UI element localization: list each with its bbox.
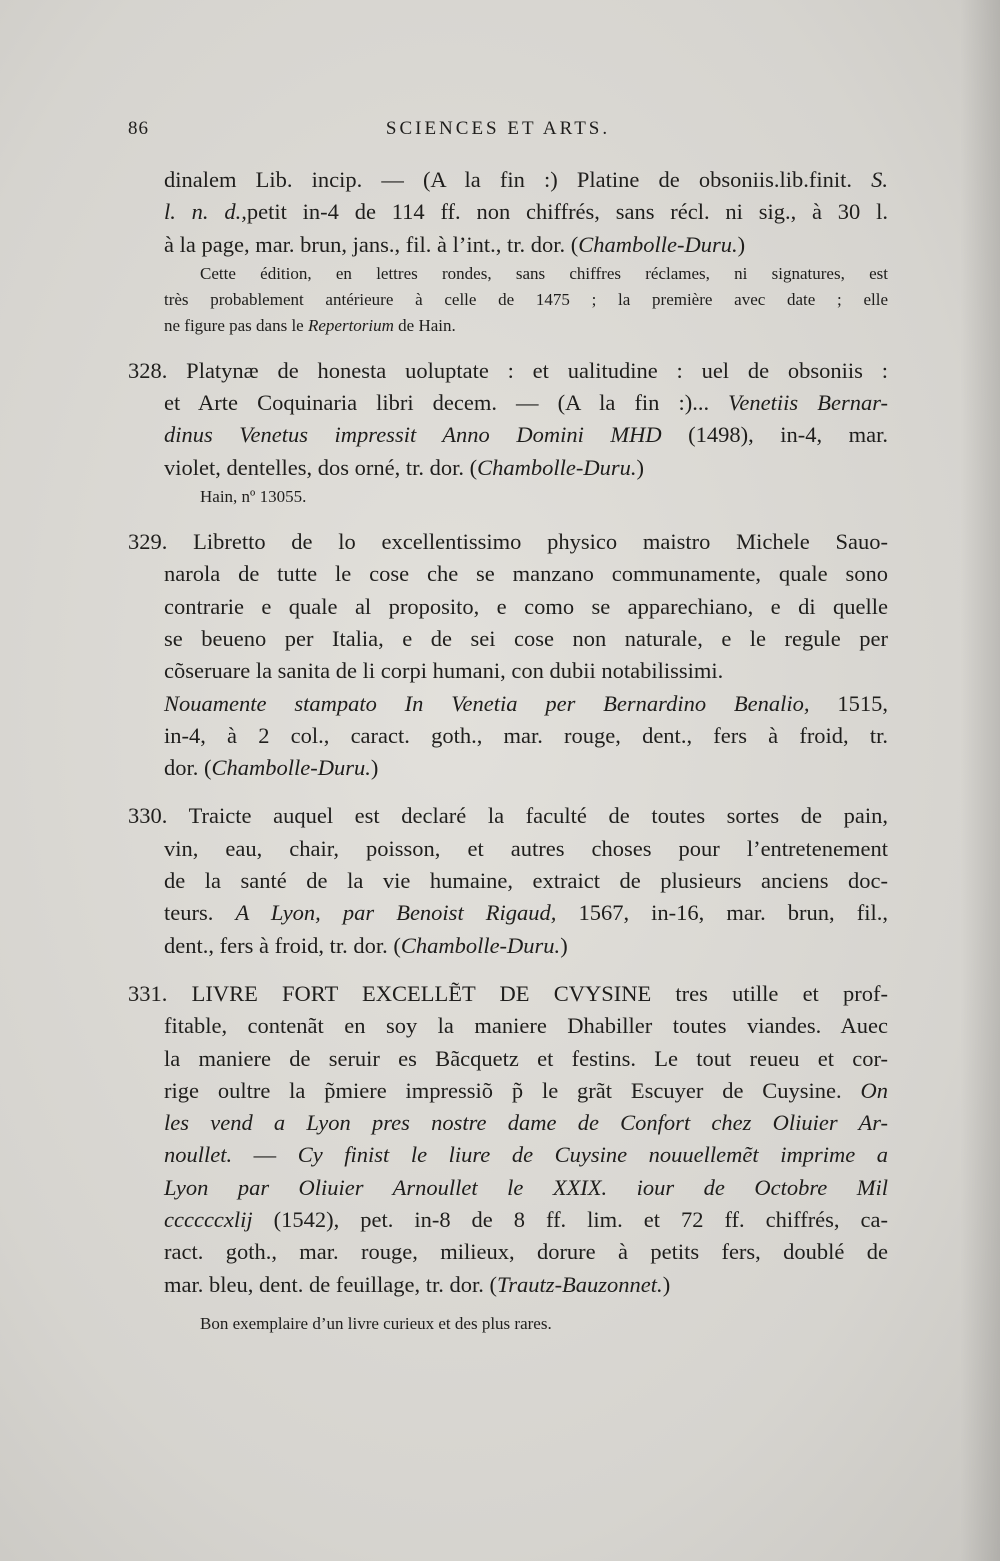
note-line: Hain, nº 13055. (200, 487, 307, 507)
text-line: teurs. A Lyon, par Benoist Rigaud, 1567, in-16, mar. brun, fil., (164, 900, 888, 926)
text-line: la maniere de seruir es Bãcquetz et festins. Le tout reueu et cor- (164, 1045, 888, 1071)
text-line: de la santé de la vie humaine, extraict de plusieurs anciens doc- (164, 868, 888, 894)
page-number: 86 (128, 118, 149, 139)
text-line: ract. goth., mar. rouge, milieux, dorure à petits fers, doublé de (164, 1239, 888, 1265)
page-header (128, 118, 868, 146)
text-line: violet, dentelles, dos orné, tr. dor. (Chambolle-Duru.) (164, 454, 644, 480)
note-line: Cette édition, en lettres rondes, sans chiffres réclames, ni signatures, est (200, 263, 888, 283)
text-line: dent., fers à froid, tr. dor. (Chambolle-Duru.) (164, 932, 568, 958)
note-line: très probablement antérieure à celle de 1475 ; la première avec date ; elle (164, 289, 888, 309)
text-line: et Arte Coquinaria libri decem. — (A la fin :)... Venetiis Bernar- (164, 390, 888, 416)
text-line: Nouamente stampato In Venetia per Bernardino Benalio, 1515, (164, 690, 888, 716)
text-line: cõseruare la sanita de li corpi humani, con dubii notabilissimi. (164, 658, 724, 684)
text-line: dor. (Chambolle-Duru.) (164, 755, 379, 781)
text-line: 328. Platynæ de honesta uoluptate : et ualitudine : uel de obsoniis : (128, 357, 888, 383)
text-line: Lyon par Oliuier Arnoullet le XXIX. iour de Octobre Mil (164, 1174, 888, 1200)
text-line: noullet. — Cy finist le liure de Cuysine nouuellemẽt imprime a (164, 1142, 888, 1168)
entry-327-continuation (128, 164, 888, 339)
page-body (128, 164, 888, 1337)
text-line: 331. LIVRE FORT EXCELLẼT DE CVYSINE tres utille et prof- (128, 980, 888, 1006)
entry-331 (128, 978, 888, 1337)
text-line: dinus Venetus impressit Anno Domini MHD (1498), in-4, mar. (164, 422, 888, 448)
text-line: in-4, à 2 col., caract. goth., mar. rouge, dent., fers à froid, tr. (164, 722, 888, 748)
text-line: rige oultre la p̃miere impressiõ p̃ le grãt Escuyer de Cuysine. On (164, 1077, 888, 1103)
note-line: ne figure pas dans le Repertorium de Hain. (164, 315, 456, 335)
text-line: 330. Traicte auquel est declaré la faculté de toutes sortes de pain, (128, 803, 888, 829)
text-line: narola de tutte le cose che se manzano communamente, quale sono (164, 561, 888, 587)
text-line: l. n. d.,petit in-4 de 114 ff. non chiffrés, sans récl. ni sig., à 30 l. (164, 199, 888, 225)
entry-328 (128, 355, 888, 510)
text-line: vin, eau, chair, poisson, et autres choses pour l’entretenement (164, 835, 888, 861)
text-line: dinalem Lib. incip. — (A la fin :) Platine de obsoniis.lib.finit. S. (164, 167, 888, 192)
text-line: à la page, mar. brun, jans., fil. à l’int., tr. dor. (Chambolle-Duru.) (164, 231, 746, 257)
text-line: ccccccxlij (1542), pet. in-8 de 8 ff. lim. et 72 ff. chiffrés, ca- (164, 1207, 888, 1233)
text-line: mar. bleu, dent. de feuillage, tr. dor. (Trautz-Bauzonnet.) (164, 1271, 671, 1297)
running-head: SCIENCES ET ARTS. (385, 118, 611, 139)
text-line: les vend a Lyon pres nostre dame de Confort chez Oliuier Ar- (164, 1110, 888, 1136)
entry-329 (128, 526, 888, 784)
text-line: 329. Libretto de lo excellentissimo physico maistro Michele Sauo- (128, 529, 888, 555)
page-edge-shadow (960, 0, 1000, 1561)
text-line: se beueno per Italia, e de sei cose non naturale, e le regule per (164, 625, 888, 651)
entry-330 (128, 800, 888, 961)
note-line: Bon exemplaire d’un livre curieux et des plus rares. (200, 1313, 552, 1333)
text-line: fitable, contenãt en soy la maniere Dhabiller toutes viandes. Auec (164, 1013, 888, 1039)
text-line: contrarie e quale al proposito, e como se apparechiano, e di quelle (164, 593, 888, 619)
